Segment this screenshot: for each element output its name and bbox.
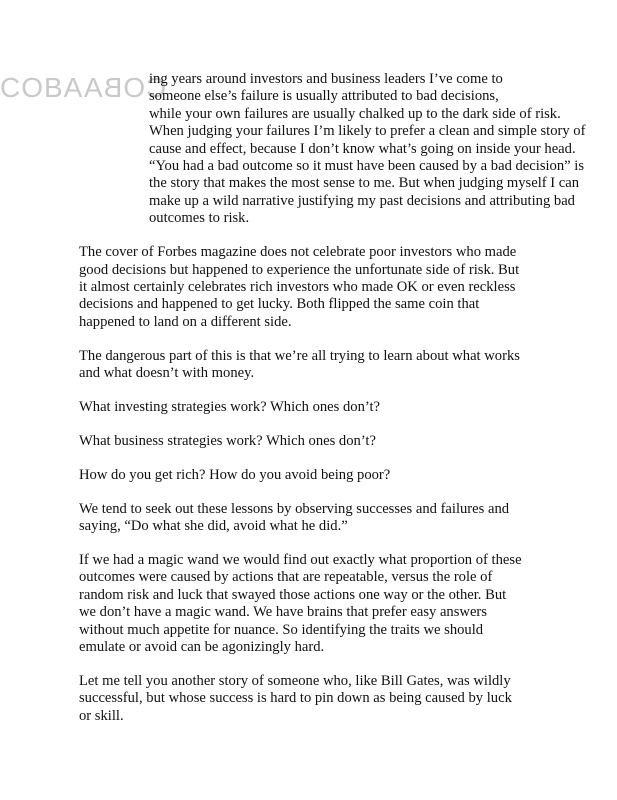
- paragraph: [79, 467, 549, 484]
- paragraph: [79, 71, 586, 228]
- text-line: outcomes to risk.: [149, 210, 250, 227]
- text-line: If we had a magic wand we would find out exactly what proportion of these: [79, 552, 522, 569]
- text-line: outcomes were caused by actions that are repeatable, versus the role of: [79, 569, 493, 586]
- paragraph: [79, 348, 549, 383]
- text-line: Let me tell you another story of someone who, like Bill Gates, was wildly: [79, 672, 511, 689]
- paragraph: [79, 399, 549, 416]
- text-line: saying, “Do what she did, avoid what he did.”: [79, 518, 348, 535]
- text-line: or skill.: [79, 707, 124, 724]
- text-line: When judging your failures I’m likely to prefer a clean and simple story of: [149, 123, 586, 140]
- body-text: [79, 71, 586, 742]
- text-line: someone else’s failure is usually attributed to bad decisions,: [149, 88, 499, 105]
- text-line: and what doesn’t with money.: [79, 365, 255, 382]
- text-line: decisions and happened to get lucky. Both flipped the same coin that: [79, 296, 480, 313]
- text-line: random risk and luck that swayed those actions one way or the other. But: [79, 586, 507, 603]
- paragraph: [79, 673, 549, 725]
- text-line: What business strategies work? Which ones don’t?: [79, 432, 376, 449]
- text-line: How do you get rich? How do you avoid being poor?: [79, 466, 391, 483]
- text-line: ing years around investors and business leaders I’ve come to: [149, 71, 503, 87]
- text-line: without much appetite for nuance. So identifying the traits we should: [79, 621, 484, 638]
- text-line: cause and effect, because I don’t know what’s going on inside your head.: [149, 140, 576, 157]
- text-line: while your own failures are usually chalked up to the dark side of risk.: [149, 105, 561, 122]
- text-line: successful, but whose success is hard to pin down as being caused by luck: [79, 690, 512, 707]
- text-line: “You had a bad outcome so it must have been caused by a bad decision” is: [149, 158, 585, 175]
- text-line: What investing strategies work? Which ones don’t?: [79, 399, 380, 415]
- watermark-text-a: COBA: [0, 72, 84, 103]
- text-line: The dangerous part of this is that we’re all trying to learn about what works: [79, 347, 520, 364]
- paragraph: [79, 552, 549, 656]
- text-line: The cover of Forbes magazine does not celebrate poor investors who made: [79, 244, 517, 261]
- text-line: make up a wild narrative justifying my past decisions and attributing bad: [149, 192, 575, 209]
- paragraph: [79, 501, 549, 536]
- paragraph: [79, 433, 549, 450]
- text-line: it almost certainly celebrates rich investors who made OK or even reckless: [79, 278, 516, 295]
- text-line: we don’t have a magic wand. We have brains that prefer easy answers: [79, 604, 487, 621]
- watermark-text-b-mirrored: COBA: [83, 72, 167, 103]
- paragraph: [79, 244, 549, 331]
- text-line: the story that makes the most sense to me. But when judging myself I can: [149, 175, 580, 192]
- text-line: good decisions but happened to experience the unfortunate side of risk. But: [79, 261, 520, 278]
- text-line: We tend to seek out these lessons by observing successes and failures and: [79, 500, 510, 517]
- text-line: emulate or avoid can be agonizingly hard.: [79, 639, 325, 656]
- text-line: happened to land on a different side.: [79, 313, 292, 330]
